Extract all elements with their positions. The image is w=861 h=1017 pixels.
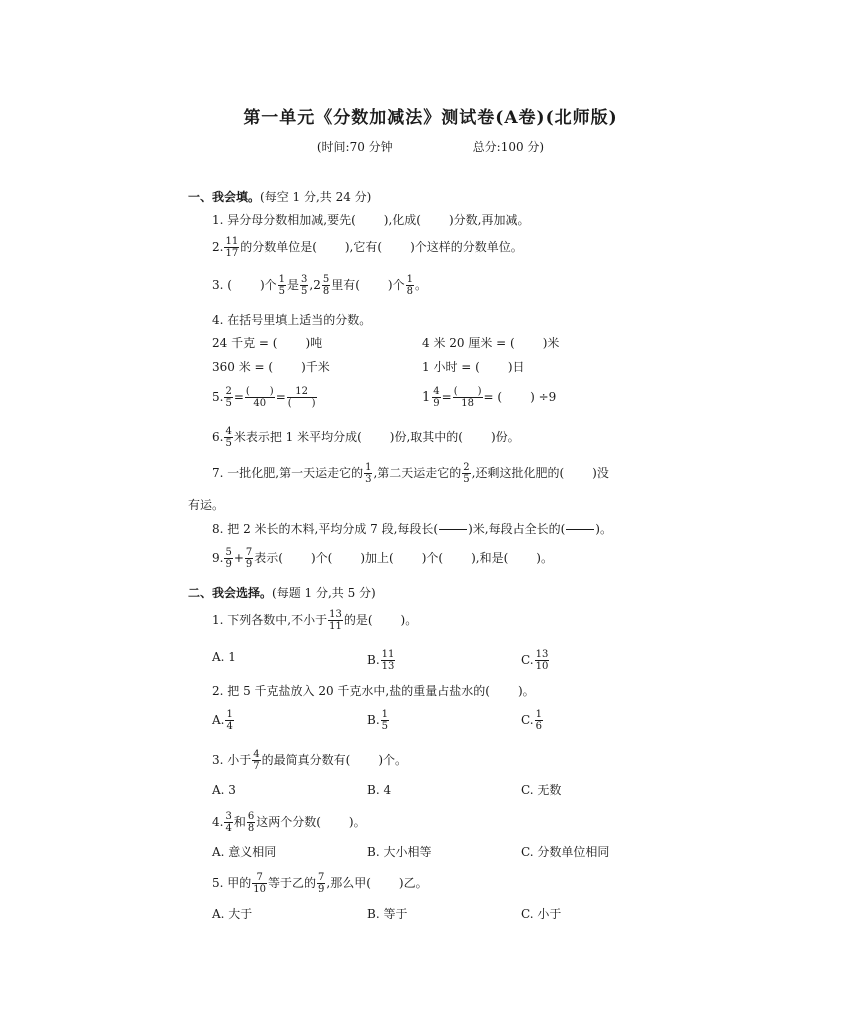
- s1-question-3: 3. ( )个 $\frac{1}{5}$ 是 $\frac{3}{5}$ ,2 $\frac{5}{8}$ 里有( )个 $\frac{1}{8}$ 。: [212, 274, 427, 297]
- fraction: $\frac{11}{17}$: [225, 236, 239, 259]
- s2-q2-option-a: A. $\frac{1}{4}$: [212, 709, 233, 732]
- s2-question-1: 1. 下列各数中,不小于 $\frac{13}{11}$ 的是( )。: [212, 609, 418, 632]
- dash-blank: [439, 529, 467, 530]
- s1-question-7-cont: 有运。: [188, 498, 225, 512]
- s2-q2-option-c: C. $\frac{1}{6}$: [521, 709, 542, 732]
- s1-question-4: 4. 在括号里填上适当的分数。: [212, 313, 372, 327]
- fraction: $\frac{7}{9}$: [245, 547, 253, 570]
- fraction: $\frac{3}{5}$: [301, 274, 308, 297]
- fraction: $\frac{1}{5}$: [278, 274, 286, 297]
- fraction: $\frac{12}{( )}$: [287, 386, 316, 409]
- s1-q4-d: 1 小时 = ( )日: [422, 360, 525, 374]
- time-label: (时间:70 分钟: [316, 140, 393, 154]
- s2-q4-option-c: C. 分数单位相同: [521, 845, 610, 859]
- fraction: $\frac{5}{8}$: [322, 274, 330, 297]
- s2-q2-option-b: B. $\frac{1}{5}$: [367, 709, 389, 732]
- score-label: 总分:100 分): [472, 140, 545, 154]
- section1-heading: 一、我会填。(每空 1 分,共 24 分): [188, 190, 372, 204]
- fraction: $\frac{7}{10}$: [253, 872, 266, 895]
- fraction: $\frac{2}{5}$: [225, 386, 232, 409]
- fraction: $\frac{6}{8}$: [247, 811, 255, 834]
- dash-blank: [566, 529, 594, 530]
- fraction: $\frac{( )}{18}$: [453, 386, 482, 409]
- s1-question-7: 7. 一批化肥,第一天运走它的 $\frac{1}{3}$ ,第二天运走它的 $\frac{2}{5}$ ,还剩这批化肥的( )没: [212, 462, 609, 485]
- s2-q1-option-b: B. $\frac{11}{13}$: [367, 649, 395, 672]
- fraction: $\frac{4}{7}$: [253, 749, 260, 772]
- s2-question-3: 3. 小于 $\frac{4}{7}$ 的最简真分数有( )个。: [212, 749, 408, 772]
- s2-question-5: 5. 甲的 $\frac{7}{10}$ 等于乙的 $\frac{7}{9}$ ,那么甲( )乙。: [212, 872, 428, 895]
- fraction: $\frac{1}{5}$: [381, 709, 389, 732]
- s2-q3-option-b: B. 4: [367, 783, 392, 797]
- fraction: $\frac{1}{8}$: [406, 274, 413, 297]
- s1-q4-b: 4 米 20 厘米 = ( )米: [422, 336, 560, 350]
- fraction: $\frac{1}{6}$: [535, 709, 542, 732]
- s1-question-2: 2. $\frac{11}{17}$ 的分数单位是( ),它有( )个这样的分数单位。: [212, 236, 523, 259]
- fraction: $\frac{3}{4}$: [225, 811, 232, 834]
- fraction: $\frac{13}{10}$: [535, 649, 549, 672]
- s2-q4-option-b: B. 大小相等: [367, 845, 432, 859]
- s1-q4-c: 360 米 = ( )千米: [212, 360, 330, 374]
- fraction: $\frac{4}{9}$: [433, 386, 440, 409]
- fraction: $\frac{1}{4}$: [226, 709, 233, 732]
- s1-question-9: 9. $\frac{5}{9}$ + $\frac{7}{9}$ 表示( )个( )加上( )个( ),和是( )。: [212, 547, 553, 570]
- fraction: $\frac{4}{5}$: [225, 426, 232, 449]
- exam-info: [0, 138, 861, 155]
- section2-heading: 二、我会选择。(每题 1 分,共 5 分): [188, 586, 376, 600]
- s2-q5-option-c: C. 小于: [521, 907, 562, 921]
- fraction: $\frac{11}{13}$: [381, 649, 395, 672]
- s2-question-4: 4. $\frac{3}{4}$ 和 $\frac{6}{8}$ 这两个分数( )。: [212, 811, 366, 834]
- s1-q4-e: 5. $\frac{2}{5}$ = $\frac{( )}{40}$ = $\frac{12}{( )}$: [212, 386, 316, 409]
- fraction: $\frac{2}{5}$: [463, 462, 470, 485]
- page-title: 第一单元《分数加减法》测试卷(A卷)(北师版): [243, 108, 618, 128]
- s1-question-1: 1. 异分母分数相加减,要先( ),化成( )分数,再加减。: [212, 213, 530, 227]
- s1-question-6: 6. $\frac{4}{5}$ 米表示把 1 米平均分成( )份,取其中的( )份。: [212, 426, 520, 449]
- fraction: $\frac{7}{9}$: [318, 872, 325, 895]
- s2-q5-option-a: A. 大于: [212, 907, 253, 921]
- s1-q4-f: 1 $\frac{4}{9}$ = $\frac{( )}{18}$ = ( ) ÷9: [422, 386, 557, 409]
- s1-question-8: 8. 把 2 米长的木料,平均分成 7 段,每段长( )米,每段占全长的( )。: [212, 522, 612, 536]
- s1-q4-a: 24 千克 = ( )吨: [212, 336, 323, 350]
- fraction: $\frac{1}{3}$: [365, 462, 372, 485]
- s2-question-2: 2. 把 5 千克盐放入 20 千克水中,盐的重量占盐水的( )。: [212, 684, 535, 698]
- fraction: $\frac{( )}{40}$: [245, 386, 274, 409]
- s2-q4-option-a: A. 意义相同: [212, 845, 277, 859]
- s2-q1-option-a: A. 1: [212, 650, 236, 664]
- s2-q5-option-b: B. 等于: [367, 907, 408, 921]
- fraction: $\frac{5}{9}$: [225, 547, 232, 570]
- s2-q1-option-c: C. $\frac{13}{10}$: [521, 649, 549, 672]
- fraction: $\frac{13}{11}$: [329, 609, 342, 632]
- s2-q3-option-a: A. 3: [212, 783, 236, 797]
- s2-q3-option-c: C. 无数: [521, 783, 562, 797]
